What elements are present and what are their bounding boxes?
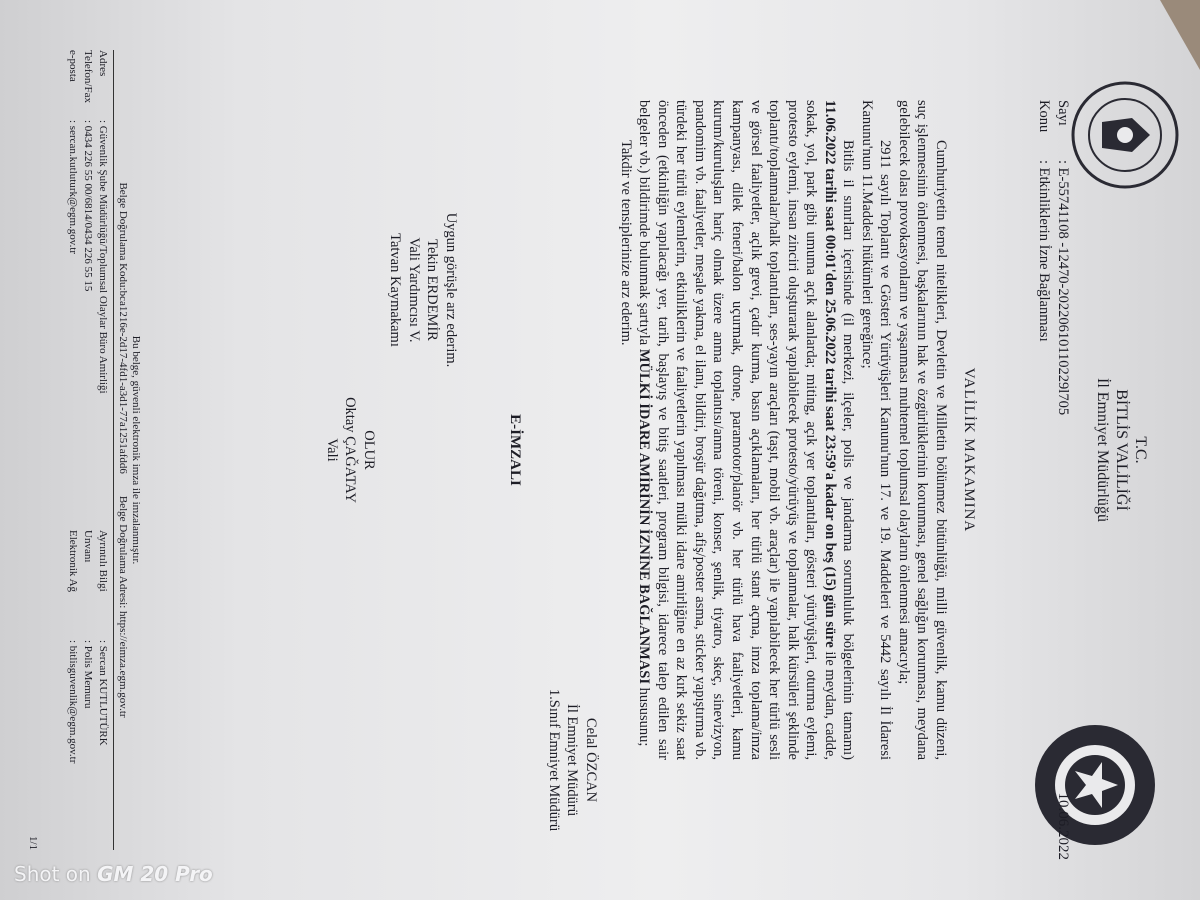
body-paragraph-4: Takdir ve tensiplerinize arz ederim. xyxy=(617,140,634,346)
email-value: : sercan.kutluturk@egm.gov.tr xyxy=(67,120,80,255)
signer-title-2: 1.Sınıf Emniyet Müdürü xyxy=(545,688,562,832)
document-meta xyxy=(1035,100,1072,660)
konu-row: Konu: Etkinliklerin İzne Bağlanması xyxy=(1036,100,1053,342)
document-date: 10.06.2022 xyxy=(1055,792,1071,860)
governor-title: Vali xyxy=(323,438,340,462)
e-signed-stamp: E-İMZALI xyxy=(507,414,523,486)
verification-notes xyxy=(116,50,142,850)
approval-text: Uygun görüşle arz ederim. xyxy=(443,212,459,368)
phone-value: : 0434 226 55 00/6814/0434 226 55 15 xyxy=(82,120,95,292)
verification-code: Belge Doğrulama Kodu:bca1216e-2d17-4fd1-a3d1-77a1251afdd6 xyxy=(116,182,129,474)
signature-police-chief xyxy=(544,660,600,860)
info-label: Ayrıntılı Bilgi xyxy=(97,530,109,592)
phone-label: Telefon/Fax xyxy=(82,50,95,103)
sayi-label: Sayı xyxy=(1055,100,1071,126)
body-p3-part-b: ile meydan, cadde, sokak, yol, park gibi umuma açık alanlarda; miting, açık yer toplantıları, gösteri yürüyüşleri, oturma eylemi, protesto eylemi, insan zinciri oluşturarak yapılabilecek protesto/yürüyüş ve toplanmalar, halk kürsüleri şeklinde toplantı/toplanmalar/halk toplantıları, ses-yayın araçları (taşıt, mobil vb. araçlar) ile yapılabilecek her türlü sesli ve görsel faaliyetler, açlık grevi, çadır kurma, basın açıklamaları, her türlü stant açma, imza toplama/imza kampanyası, dilek feneri/balon uçurmak, drone, paramotor/planör vb. her türlü hava faaliyetleri, kamu kurum/kuruluşları hariç olmak üzere anma toplantısı/anma töreni, konser, şenlik, tiyatro, skeç, sinevizyon, pandomim vb. faaliyetler, meşale yakma, el ilanı, bildiri, broşür dağıtma, afiş/poster asma, sticker yapıştırma vb. türdeki her türlü eylemlerin, etkinliklerin ve faaliyetlerin yapılması mülki idare amirliğine en az kırk sekiz saat önceden (etkinliğin yapılacağı yer, tarih, başlayış ve bitiş saatleri, program bilgisi, idarece talep edilen sair belgeler vb.) bildirimde bulunmak şartıyla xyxy=(636,100,838,761)
footer-divider xyxy=(113,50,114,850)
rank-label: Unvanı xyxy=(82,530,95,563)
body-p3-bold-dates: 11.06.2022 tarihi saat 00:01'den 25.06.2022 tarihi saat 23:59'a kadar on beş (15) gün süre xyxy=(821,100,838,648)
watermark-brand: GM 20 Pro xyxy=(97,862,213,886)
body-p3-part-a: Bitlis il sınırları içerisinde (il merkezi, ilçeler, polis ve jandarma sorumluluk bölgelerinin tamamı) xyxy=(840,140,857,760)
governor-name: Oktay ÇAĞATAY xyxy=(342,397,359,503)
body-p3-part-c: hususunu; xyxy=(636,684,653,747)
camera-watermark xyxy=(14,862,213,886)
e-signature-note: Bu belge, güvenli elektronik imza ile imzalanmıştır. xyxy=(130,335,142,565)
info-value: : Sercan KUTLUTÜRK xyxy=(97,640,109,746)
network-label: Elektronik Ağ xyxy=(67,530,80,593)
signature-deputy-governor xyxy=(386,170,460,410)
letterhead-line2: BİTLİS VALİLİĞİ xyxy=(1112,389,1130,511)
document-page xyxy=(10,10,1190,890)
body-p3-bold-decision: MÜLKİ İDARE AMİRİNİN İZNİNE BAĞLANMASI xyxy=(636,348,653,685)
olur-approval xyxy=(322,10,378,890)
footer-contact-right xyxy=(65,530,110,763)
letterhead-line1: T.C. xyxy=(1132,436,1149,464)
body-paragraph-3 xyxy=(635,100,858,760)
body-paragraph-1: Cumhuriyetin temel nitelikleri, Devletin ve Milletin bölünmez bütünlüğü, milli güvenlik, kamu düzeni, suç işlenmesinin önlenmesi, başkalarının hak ve özgürlüklerinin korunması, genel sağlığın korunması, meydana gelebilecek olası provokasyonların ve yaşanması muhtemel toplumsal olayların önlenmesi amacıyla; xyxy=(895,100,949,760)
sayi-row: Sayı: E-55741108 -12470-20220610110229l705 xyxy=(1055,100,1071,416)
email-label: e-posta xyxy=(67,50,80,82)
verification-url: Belge Doğrulama Adresi: https://eimza.egm.gov.tr xyxy=(116,495,129,718)
watermark-prefix: Shot on xyxy=(14,862,98,886)
addressee: VALİLİK MAKAMINA xyxy=(961,367,977,533)
network-value: : bitlisguvenlik@egm.gov.tr xyxy=(67,640,80,764)
document-body xyxy=(616,100,950,760)
footer-contact-left xyxy=(65,50,110,394)
olur-label: OLUR xyxy=(361,430,377,470)
verification-row xyxy=(116,50,129,850)
konu-value: Etkinliklerin İzne Bağlanması xyxy=(1036,167,1053,342)
letterhead-line3: İl Emniyet Müdürlüğü xyxy=(1093,378,1111,522)
page-number: 1/1 xyxy=(27,835,39,850)
signer-name: Tekin ERDEMİR xyxy=(424,239,441,341)
address-label: Adres xyxy=(97,50,109,77)
body-paragraph-2: 2911 sayılı Toplantı ve Gösteri Yürüyüşleri Kanunu'nun 17. ve 19. Maddeleri ve 5442 sayılı İl İdaresi Kanunu'nun 11.Maddesi hükümleri gereğince; xyxy=(858,100,894,760)
rank-value: : Polis Memuru xyxy=(82,640,95,709)
signer-title-2: Tatvan Kaymakamı xyxy=(387,233,404,347)
konu-label: Konu xyxy=(1036,100,1053,133)
address-value: : Güvenlik Şube Müdürlüğü/Toplumsal Olaylar Büro Amirliği xyxy=(97,120,109,394)
sayi-value: E-55741108 -12470-20220610110229l705 xyxy=(1055,167,1071,416)
signer-title-1: İl Emniyet Müdürü xyxy=(564,704,581,816)
letterhead xyxy=(1092,10,1150,890)
signer-name: Celal ÖZCAN xyxy=(583,717,599,803)
signer-title-1: Vali Yardımcısı V. xyxy=(405,237,422,343)
